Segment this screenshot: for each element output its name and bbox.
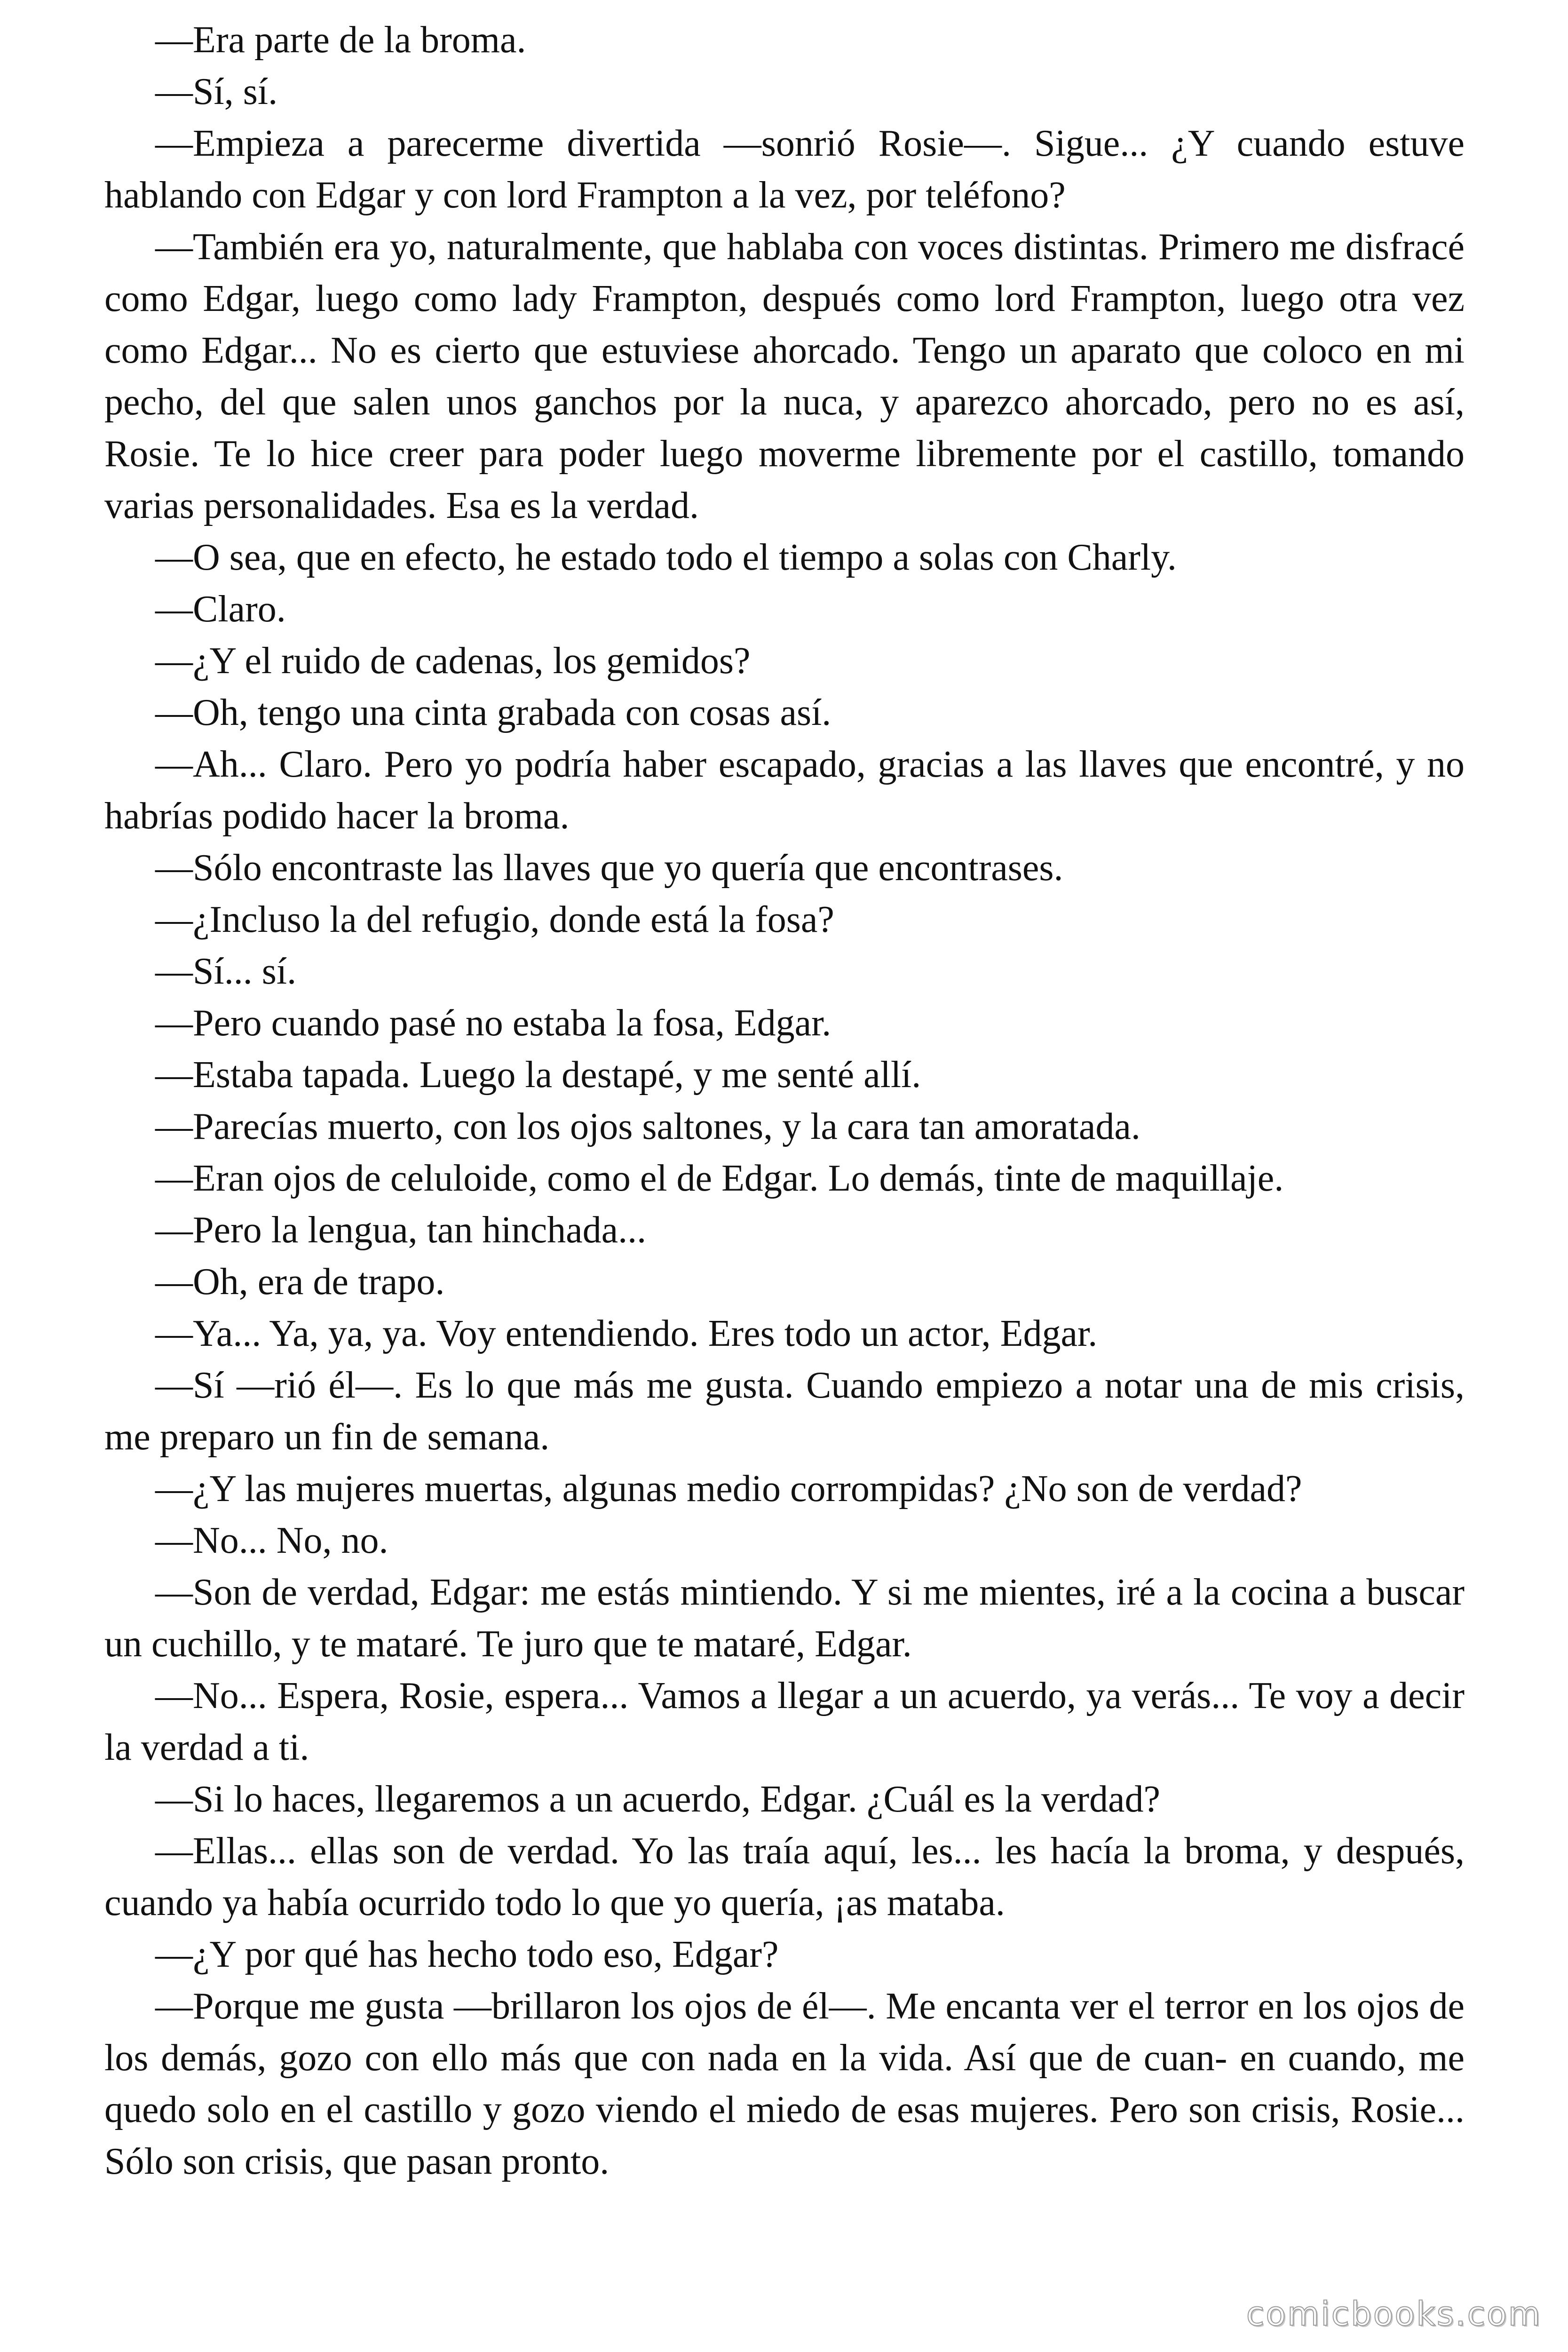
paragraph: —Estaba tapada. Luego la destapé, y me senté allí. [155, 1054, 921, 1096]
paragraph: —Son de verdad, Edgar: me estás mintiendo. Y si me mientes, iré a la cocina a buscar un cuchillo, y te mataré. Te juro que te mataré, Edgar. [104, 1572, 1465, 1665]
paragraph: —Pero cuando pasé no estaba la fosa, Edgar. [155, 1002, 832, 1044]
paragraph: —¿Y el ruido de cadenas, los gemidos? [155, 640, 751, 682]
paragraph: —Sólo encontraste las llaves que yo quería que encontrases. [155, 847, 1063, 889]
paragraph: —Porque me gusta —brillaron los ojos de él—. Me encanta ver el terror en los ojos de los demás, gozo con ello más que con nada en la vida. Así que de cuan- en cuando, me quedo solo en el castillo y gozo viendo el miedo de esas mujeres. Pero son crisis, Rosie... Sólo son crisis, que pasan pronto. [104, 1986, 1465, 2182]
watermark: comicbooks.com [1246, 2295, 1542, 2333]
book-page-text [104, 14, 1465, 2187]
paragraph: —¿Y las mujeres muertas, algunas medio corrompidas? ¿No son de verdad? [155, 1468, 1302, 1510]
paragraph: —Oh, era de trapo. [155, 1261, 445, 1303]
paragraph: —Sí, sí. [155, 71, 278, 112]
paragraph: —No... No, no. [155, 1520, 388, 1561]
paragraph: —Empieza a parecerme divertida —sonrió Rosie—. Sigue... ¿Y cuando estuve hablando con Edgar y con lord Frampton a la vez, por teléfono? [104, 123, 1465, 216]
paragraph: —Ah... Claro. Pero yo podría haber escapado, gracias a las llaves que encontré, y no habrías podido hacer la broma. [104, 744, 1465, 837]
paragraph: —Claro. [155, 588, 286, 630]
paragraph: —También era yo, naturalmente, que hablaba con voces distintas. Primero me disfracé como Edgar, luego como lady Frampton, después como lord Frampton, luego otra vez como Edgar... No es cierto que estuviese ahorcado. Tengo un aparato que coloco en mi pecho, del que salen unos ganchos por la nuca, y aparezco ahorcado, pero no es así, Rosie. Te lo hice creer para poder luego moverme libremente por el castillo, tomando varias personalidades. Esa es la verdad. [104, 226, 1465, 526]
paragraph: —Ya... Ya, ya, ya. Voy entendiendo. Eres todo un actor, Edgar. [155, 1313, 1098, 1354]
paragraph: —Sí —rió él—. Es lo que más me gusta. Cuando empiezo a notar una de mis crisis, me preparo un fin de semana. [104, 1365, 1465, 1458]
paragraph: —Eran ojos de celuloide, como el de Edgar. Lo demás, tinte de maquillaje. [155, 1158, 1284, 1199]
paragraph: —Oh, tengo una cinta grabada con cosas así. [155, 692, 832, 733]
paragraph: —¿Y por qué has hecho todo eso, Edgar? [155, 1934, 779, 1975]
paragraph: —Ellas... ellas son de verdad. Yo las traía aquí, les... les hacía la broma, y después, cuando ya había ocurrido todo lo que yo quería, ¡as mataba. [104, 1830, 1465, 1923]
paragraph: —Pero la lengua, tan hinchada... [155, 1209, 647, 1251]
paragraph: —¿Incluso la del refugio, donde está la fosa? [155, 899, 834, 940]
paragraph: —O sea, que en efecto, he estado todo el tiempo a solas con Charly. [155, 537, 1177, 578]
paragraph: —Si lo haces, llegaremos a un acuerdo, Edgar. ¿Cuál es la verdad? [155, 1779, 1160, 1820]
paragraph: —No... Espera, Rosie, espera... Vamos a llegar a un acuerdo, ya verás... Te voy a decir la verdad a ti. [104, 1675, 1465, 1768]
paragraph: —Parecías muerto, con los ojos saltones, y la cara tan amoratada. [155, 1106, 1140, 1147]
paragraph: —Sí... sí. [155, 951, 297, 992]
paragraph: —Era parte de la broma. [155, 19, 526, 61]
